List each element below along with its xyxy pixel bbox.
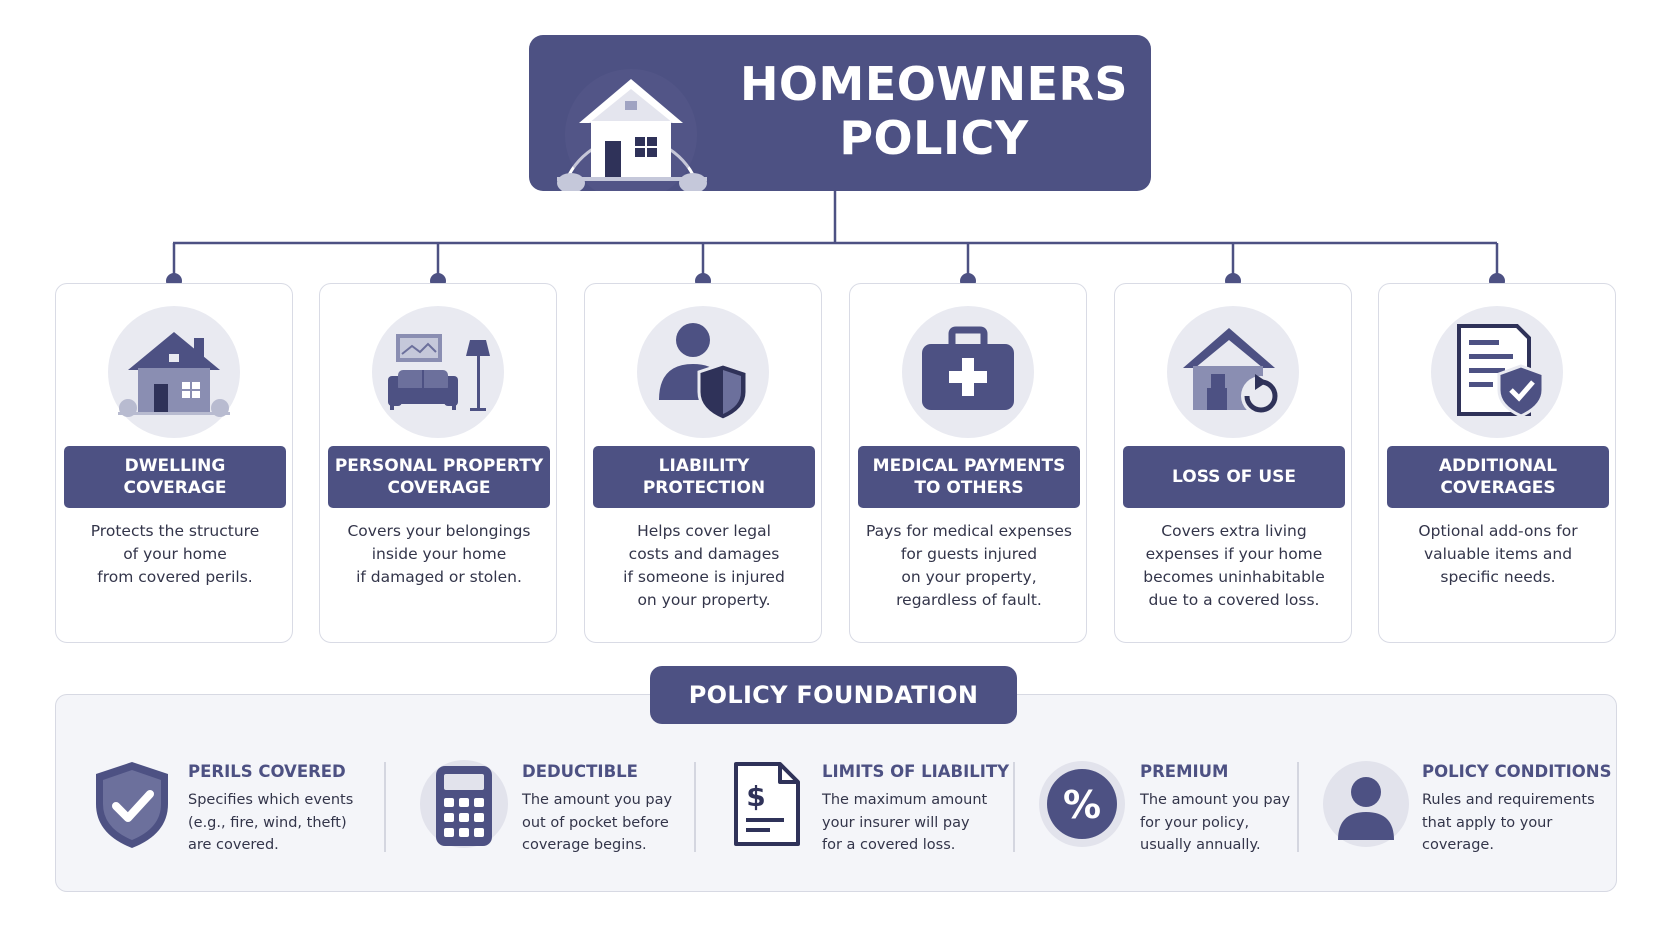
person-icon — [1322, 760, 1410, 848]
desc-line: Covers extra living — [1161, 522, 1307, 540]
desc-line: specific needs. — [1440, 568, 1556, 586]
divider — [694, 762, 696, 852]
person-shield-icon — [635, 304, 771, 440]
desc-line: becomes uninhabitable — [1143, 568, 1325, 586]
foundation-title: POLICY FOUNDATION — [650, 666, 1017, 724]
page-title — [729, 57, 1139, 165]
desc-line: costs and damages — [628, 545, 780, 563]
desc-line: your insurer will pay — [822, 814, 970, 831]
desc-line: The amount you pay — [1140, 792, 1291, 808]
foundation-item-conditions — [1322, 760, 1612, 864]
coverage-card-dwelling — [55, 283, 293, 643]
divider — [1013, 762, 1015, 852]
desc-line: Pays for medical expenses — [866, 522, 1072, 540]
desc-line: on your property, — [901, 568, 1037, 586]
label-line-2: COVERAGE — [123, 478, 227, 498]
policy-header — [529, 35, 1151, 191]
coverage-card-additional — [1378, 283, 1616, 643]
desc-line: out of pocket before — [522, 814, 669, 831]
desc-line: usually annually. — [1140, 837, 1261, 853]
desc-line: if someone is injured — [623, 568, 785, 586]
desc-line: Protects the structure — [90, 522, 260, 540]
foundation-item-limits — [724, 760, 1014, 864]
foundation-item-premium — [1038, 760, 1298, 864]
divider — [384, 762, 386, 852]
percent-icon — [1038, 760, 1126, 848]
label-line-1: DWELLING — [124, 456, 226, 476]
foundation-item-deductible — [420, 760, 690, 864]
coverage-description — [1125, 520, 1343, 612]
desc-line: Covers your belongings — [347, 522, 531, 540]
svg-text:$: $ — [746, 780, 766, 813]
desc-line: on your property. — [637, 591, 771, 609]
desc-line: of your home — [123, 545, 227, 563]
foundation-item-desc — [188, 789, 353, 857]
coverage-description — [595, 520, 813, 612]
document-shield-icon — [1429, 304, 1565, 440]
foundation-item-desc — [822, 789, 1009, 857]
desc-line: coverage. — [1422, 837, 1494, 853]
foundation-item-title: PREMIUM — [1140, 762, 1229, 781]
label-line-2: PROTECTION — [642, 478, 766, 498]
coverage-label — [593, 446, 815, 508]
label-line-2: TO OTHERS — [914, 478, 1024, 498]
label-line-1: LIABILITY — [658, 456, 750, 476]
desc-line: (e.g., fire, wind, theft) — [188, 814, 347, 831]
house-icon — [549, 45, 714, 191]
foundation-item-title: POLICY CONDITIONS — [1422, 762, 1612, 781]
medical-kit-icon — [900, 304, 1036, 440]
desc-line: The amount you pay — [522, 792, 673, 808]
foundation-item-desc — [1422, 789, 1611, 857]
foundation-item-perils — [88, 760, 378, 864]
coverage-label — [64, 446, 286, 508]
desc-line: Optional add-ons for — [1418, 522, 1578, 540]
coverage-description — [1389, 520, 1607, 589]
coverage-label — [858, 446, 1080, 508]
desc-line: Specifies which events — [188, 792, 354, 808]
desc-line: valuable items and — [1423, 545, 1573, 563]
foundation-item-title: PERILS COVERED — [188, 762, 346, 781]
desc-line: regardless of fault. — [896, 591, 1042, 609]
desc-line: that apply to your — [1422, 814, 1553, 831]
coverage-description — [330, 520, 548, 589]
divider — [1297, 762, 1299, 852]
calculator-icon — [420, 760, 508, 848]
desc-line: for guests injured — [900, 545, 1038, 563]
house-refresh-icon — [1165, 304, 1301, 440]
coverage-card-personal-property — [319, 283, 557, 643]
coverage-card-medical-payments — [849, 283, 1087, 643]
label-line-1: PERSONAL PROPERTY — [334, 456, 544, 476]
desc-line: for your policy, — [1140, 814, 1250, 831]
desc-line: Rules and requirements — [1422, 792, 1595, 808]
label-line-1: MEDICAL PAYMENTS — [872, 456, 1066, 476]
desc-line: Helps cover legal — [637, 522, 771, 540]
label-line-2: COVERAGES — [1440, 478, 1556, 498]
coverage-card-liability — [584, 283, 822, 643]
shield-check-icon — [88, 760, 176, 848]
desc-line: for a covered loss. — [822, 837, 956, 853]
foundation-item-title: LIMITS OF LIABILITY — [822, 762, 1010, 781]
foundation-item-title: DEDUCTIBLE — [522, 762, 638, 781]
coverage-label — [1123, 446, 1345, 508]
coverage-description — [860, 520, 1078, 612]
desc-line: expenses if your home — [1145, 545, 1323, 563]
coverage-description — [66, 520, 284, 589]
desc-line: due to a covered loss. — [1148, 591, 1320, 609]
desc-line: The maximum amount — [822, 792, 988, 808]
desc-line: coverage begins. — [522, 837, 647, 853]
label-line-2: COVERAGE — [387, 478, 491, 498]
house-icon — [106, 304, 242, 440]
foundation-item-desc — [1140, 789, 1290, 857]
sofa-lamp-icon — [370, 304, 506, 440]
label-line-1: ADDITIONAL — [1438, 456, 1558, 476]
dollar-document-icon — [724, 760, 812, 848]
svg-text:%: % — [1062, 783, 1102, 827]
foundation-item-desc — [522, 789, 672, 857]
label-line-1: LOSS OF USE — [1172, 467, 1296, 487]
desc-line: if damaged or stolen. — [356, 568, 522, 586]
desc-line: from covered perils. — [97, 568, 253, 586]
coverage-card-loss-of-use — [1114, 283, 1352, 643]
coverage-label — [1387, 446, 1609, 508]
desc-line: are covered. — [188, 837, 279, 853]
desc-line: inside your home — [371, 545, 507, 563]
coverage-label — [328, 446, 550, 508]
title-line-1: HOMEOWNERS — [739, 57, 1129, 111]
title-line-2: POLICY — [839, 111, 1029, 165]
